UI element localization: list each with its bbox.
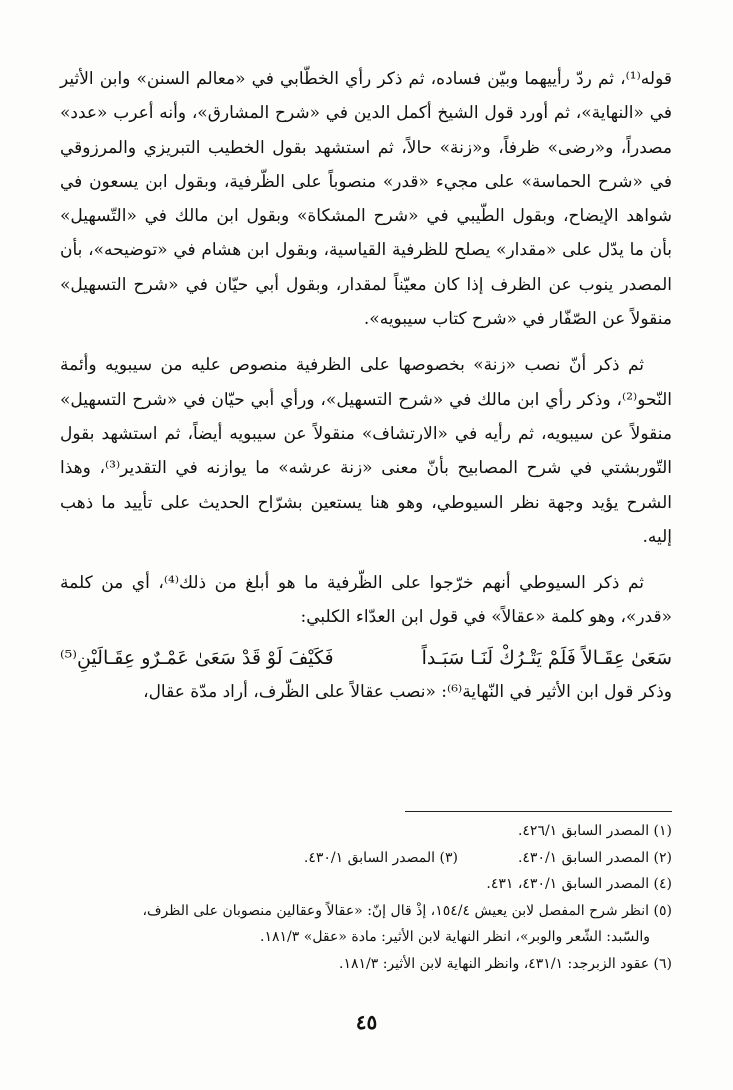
footnote-1: (١) المصدر السابق ٤٢٦/١. bbox=[517, 823, 672, 839]
footnote-row bbox=[60, 845, 672, 872]
main-text bbox=[60, 62, 672, 709]
paragraph-1: قوله⁽¹⁾، ثم ردّ رأييهما وبيّن فساده، ثم ذكر رأي الخطّابي في «معالم السنن» وابن الأثير في «النهاية»، ثم أورد قول الشيخ أكمل الدين في «شرح المشارق»، وأنه أعرب «عدد» مصدراً، و«رضى» ظرفاً، و«زنة» حالاً، ثم استشهد بقول الخطيب التبريزي والمرزوقي في «شرح الحماسة» على مجيء «قدر» منصوباً على الظّرفية، وبقول ابن يسعون في شواهد الإيضاح، وبقول الطّيبي في «شرح المشكاة» وبقول ابن مالك في «التّسهيل» بأن ما يدّل على «مقدار» يصلح للظرفية القياسية، وبقول ابن هشام في «توضيحه»، بأن المصدر ينوب عن الظرف إذا كان معيّناً لمقدار، وبقول أبي حيّان في «شرح التسهيل» منقولاً عن الصّفّار في «شرح كتاب سيبويه». bbox=[60, 69, 672, 330]
page-number: ٤٥ bbox=[355, 1010, 378, 1034]
paragraph-3: ثم ذكر السيوطي أنهم خرّجوا على الظّرفية ما هو أبلغ من ذلك⁽⁴⁾، أي من كلمة «قدر»، وهو كلمة «عقالاً» في قول ابن العدّاء الكلبي: bbox=[60, 573, 672, 628]
verse-second-hemistich: فَكَيْفَ لَوْ قَدْ سَعَىٰ عَمْـرٌو عِقَـالَيْنِ⁽⁵⁾ bbox=[60, 646, 334, 669]
paragraph-2: ثم ذكر أنّ نصب «زنة» بخصوصها على الظرفية منصوص عليه من سيبويه وأئمة النّحو⁽²⁾، وذكر رأي ابن مالك في «شرح التسهيل»، ورأي أبي حيّان في «شرح التسهيل» منقولاً عن سيبويه، ثم رأيه في «الارتشاف» منقولاً عن سيبويه أيضاً، ثم استشهد بقول التّوربشتي في شرح المصابيح بأنّ معنى «زنة عرشه» ما يوازنه في التقدير⁽³⁾، وهذا الشرح يؤيد وجهة نظر السيوطي، وهو هنا يستعين بشرّاح الحديث على تأييد ما ذهب إليه. bbox=[60, 355, 672, 547]
footnote-2: (٢) المصدر السابق ٤٣٠/١. bbox=[517, 849, 672, 866]
poem-verse bbox=[60, 641, 672, 675]
footnote-3: (٣) المصدر السابق ٤٣٠/١. bbox=[303, 849, 458, 866]
footnote-divider bbox=[405, 811, 672, 812]
paragraph-4: وذكر قول ابن الأثير في النّهاية⁽⁶⁾: «نصب عقالاً على الظّرف، أراد مدّة عقال، bbox=[143, 681, 672, 702]
footnote-5: (٥) انظر شرح المفصل لابن يعيش ١٥٤/٤، إذْ قال إنّ: «عقالاً وعقالين منصوبان على الظرف، bbox=[142, 902, 672, 919]
footnote-6: (٦) عقود الزبرجد: ٤٣١/١، وانظر النهاية لابن الأثير: ١٨١/٣. bbox=[339, 955, 672, 972]
footnotes bbox=[60, 818, 672, 977]
footnote-4: (٤) المصدر السابق ٤٣٠/١، ٤٣١. bbox=[486, 876, 672, 892]
verse-first-hemistich: سَعَىٰ عِقَـالاً فَلَمْ يَتْـرُكْ لَنَـا سَبَـداً bbox=[421, 646, 672, 669]
footnote-5-continued: والسّبد: الشّعر والوبر»، انظر النهاية لابن الأثير: مادة «عقل» ١٨١/٣. bbox=[260, 929, 650, 945]
